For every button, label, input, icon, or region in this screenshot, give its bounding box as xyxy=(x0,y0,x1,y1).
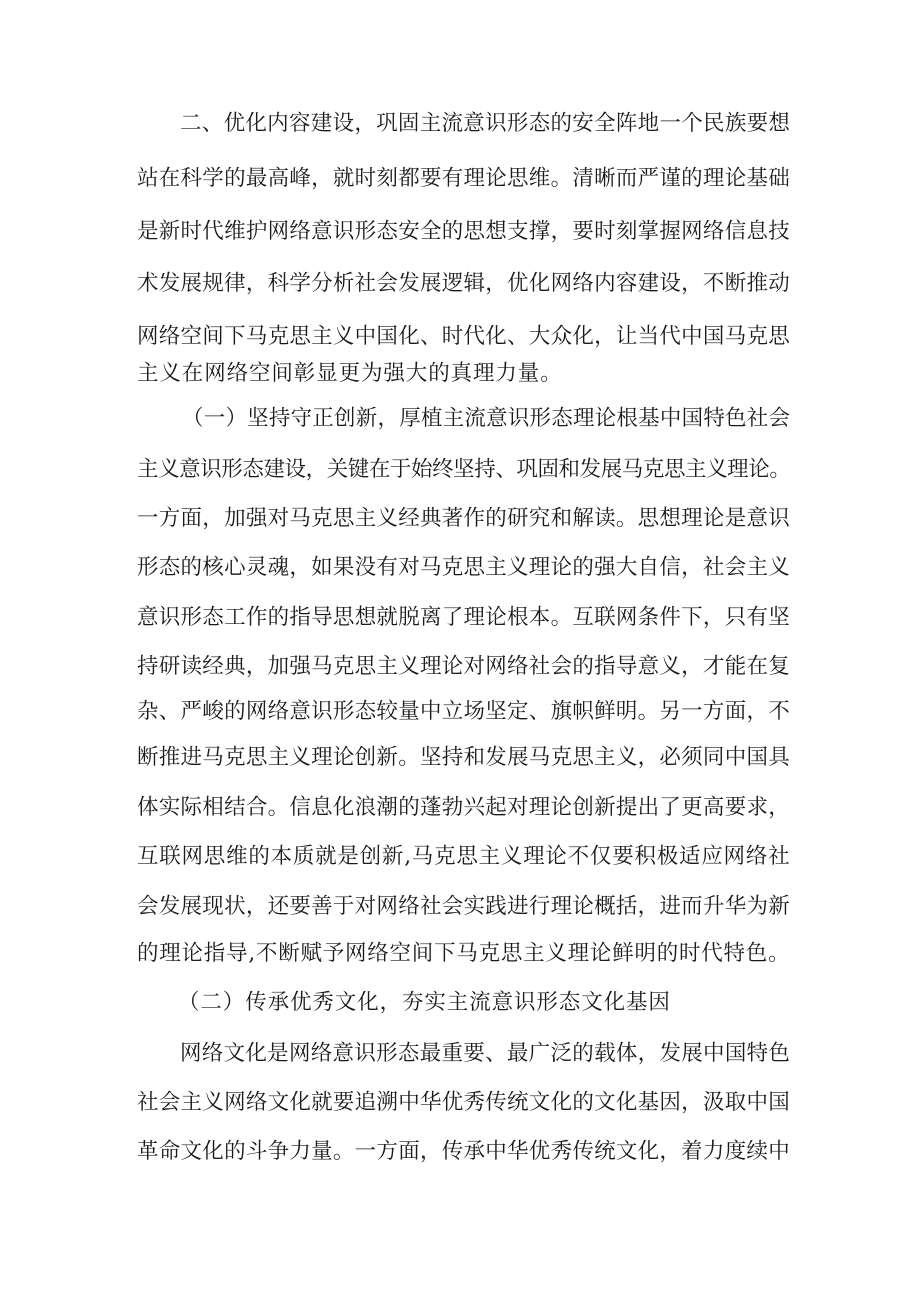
text-line: 形态的核心灵魂，如果没有对马克思主义理论的强大自信，社会主义 xyxy=(137,555,791,580)
text-line: 站在科学的最高峰，就时刻都要有理论思维。清晰而严谨的理论基础 xyxy=(137,166,791,191)
text-line: 术发展规律，科学分析社会发展逻辑，优化网络内容建设，不断推动 xyxy=(137,271,791,296)
text-line: 二、优化内容建设，巩固主流意识形态的安全阵地一个民族要想 xyxy=(180,111,791,136)
text-line: （一）坚持守正创新，厚植主流意识形态理论根基中国特色社会 xyxy=(182,406,791,431)
text-line: 杂、严峻的网络意识形态较量中立场坚定、旗帜鲜明。另一方面，不 xyxy=(137,699,791,724)
text-line: 断推进马克思主义理论创新。坚持和发展马克思主义，必须同中国具 xyxy=(137,745,791,770)
text-line: 网络空间下马克思主义中国化、时代化、大众化，让当代中国马克思 xyxy=(137,324,791,349)
text-line: 会发展现状，还要善于对网络社会实践进行理论概括，进而升华为新 xyxy=(137,894,791,919)
text-line: 互联网思维的本质就是创新,马克思主义理论不仅要积极适应网络社 xyxy=(137,844,791,869)
text-line: 主义在网络空间彰显更为强大的真理力量。 xyxy=(137,361,563,386)
text-line: 是新时代维护网络意识形态安全的思想支撑，要时刻掌握网络信息技 xyxy=(137,219,791,244)
section-heading: （二）传承优秀文化，夯实主流意识形态文化基因 xyxy=(178,990,671,1015)
text-line: 社会主义网络文化就要追溯中华优秀传统文化的文化基因，汲取中国 xyxy=(137,1090,791,1115)
text-line: 一方面，加强对马克思主义经典著作的研究和解读。思想理论是意识 xyxy=(137,506,791,531)
text-line: 主义意识形态建设，关键在于始终坚持、巩固和发展马克思主义理论。 xyxy=(137,457,791,482)
text-line: 革命文化的斗争力量。一方面，传承中华优秀传统文化，着力度续中 xyxy=(137,1139,791,1164)
text-line: 的理论指导,不断赋予网络空间下马克思主义理论鲜明的时代特色。 xyxy=(137,941,791,966)
text-line: 体实际相结合。信息化浪潮的蓬勃兴起对理论创新提出了更高要求， xyxy=(137,795,791,820)
text-line: 意识形态工作的指导思想就脱离了理论根本。互联网条件下，只有坚 xyxy=(137,605,791,630)
text-line: 网络文化是网络意识形态最重要、最广泛的载体，发展中国特色 xyxy=(180,1041,791,1066)
text-line: 持研读经典，加强马克思主义理论对网络社会的指导意义，才能在复 xyxy=(137,654,791,679)
